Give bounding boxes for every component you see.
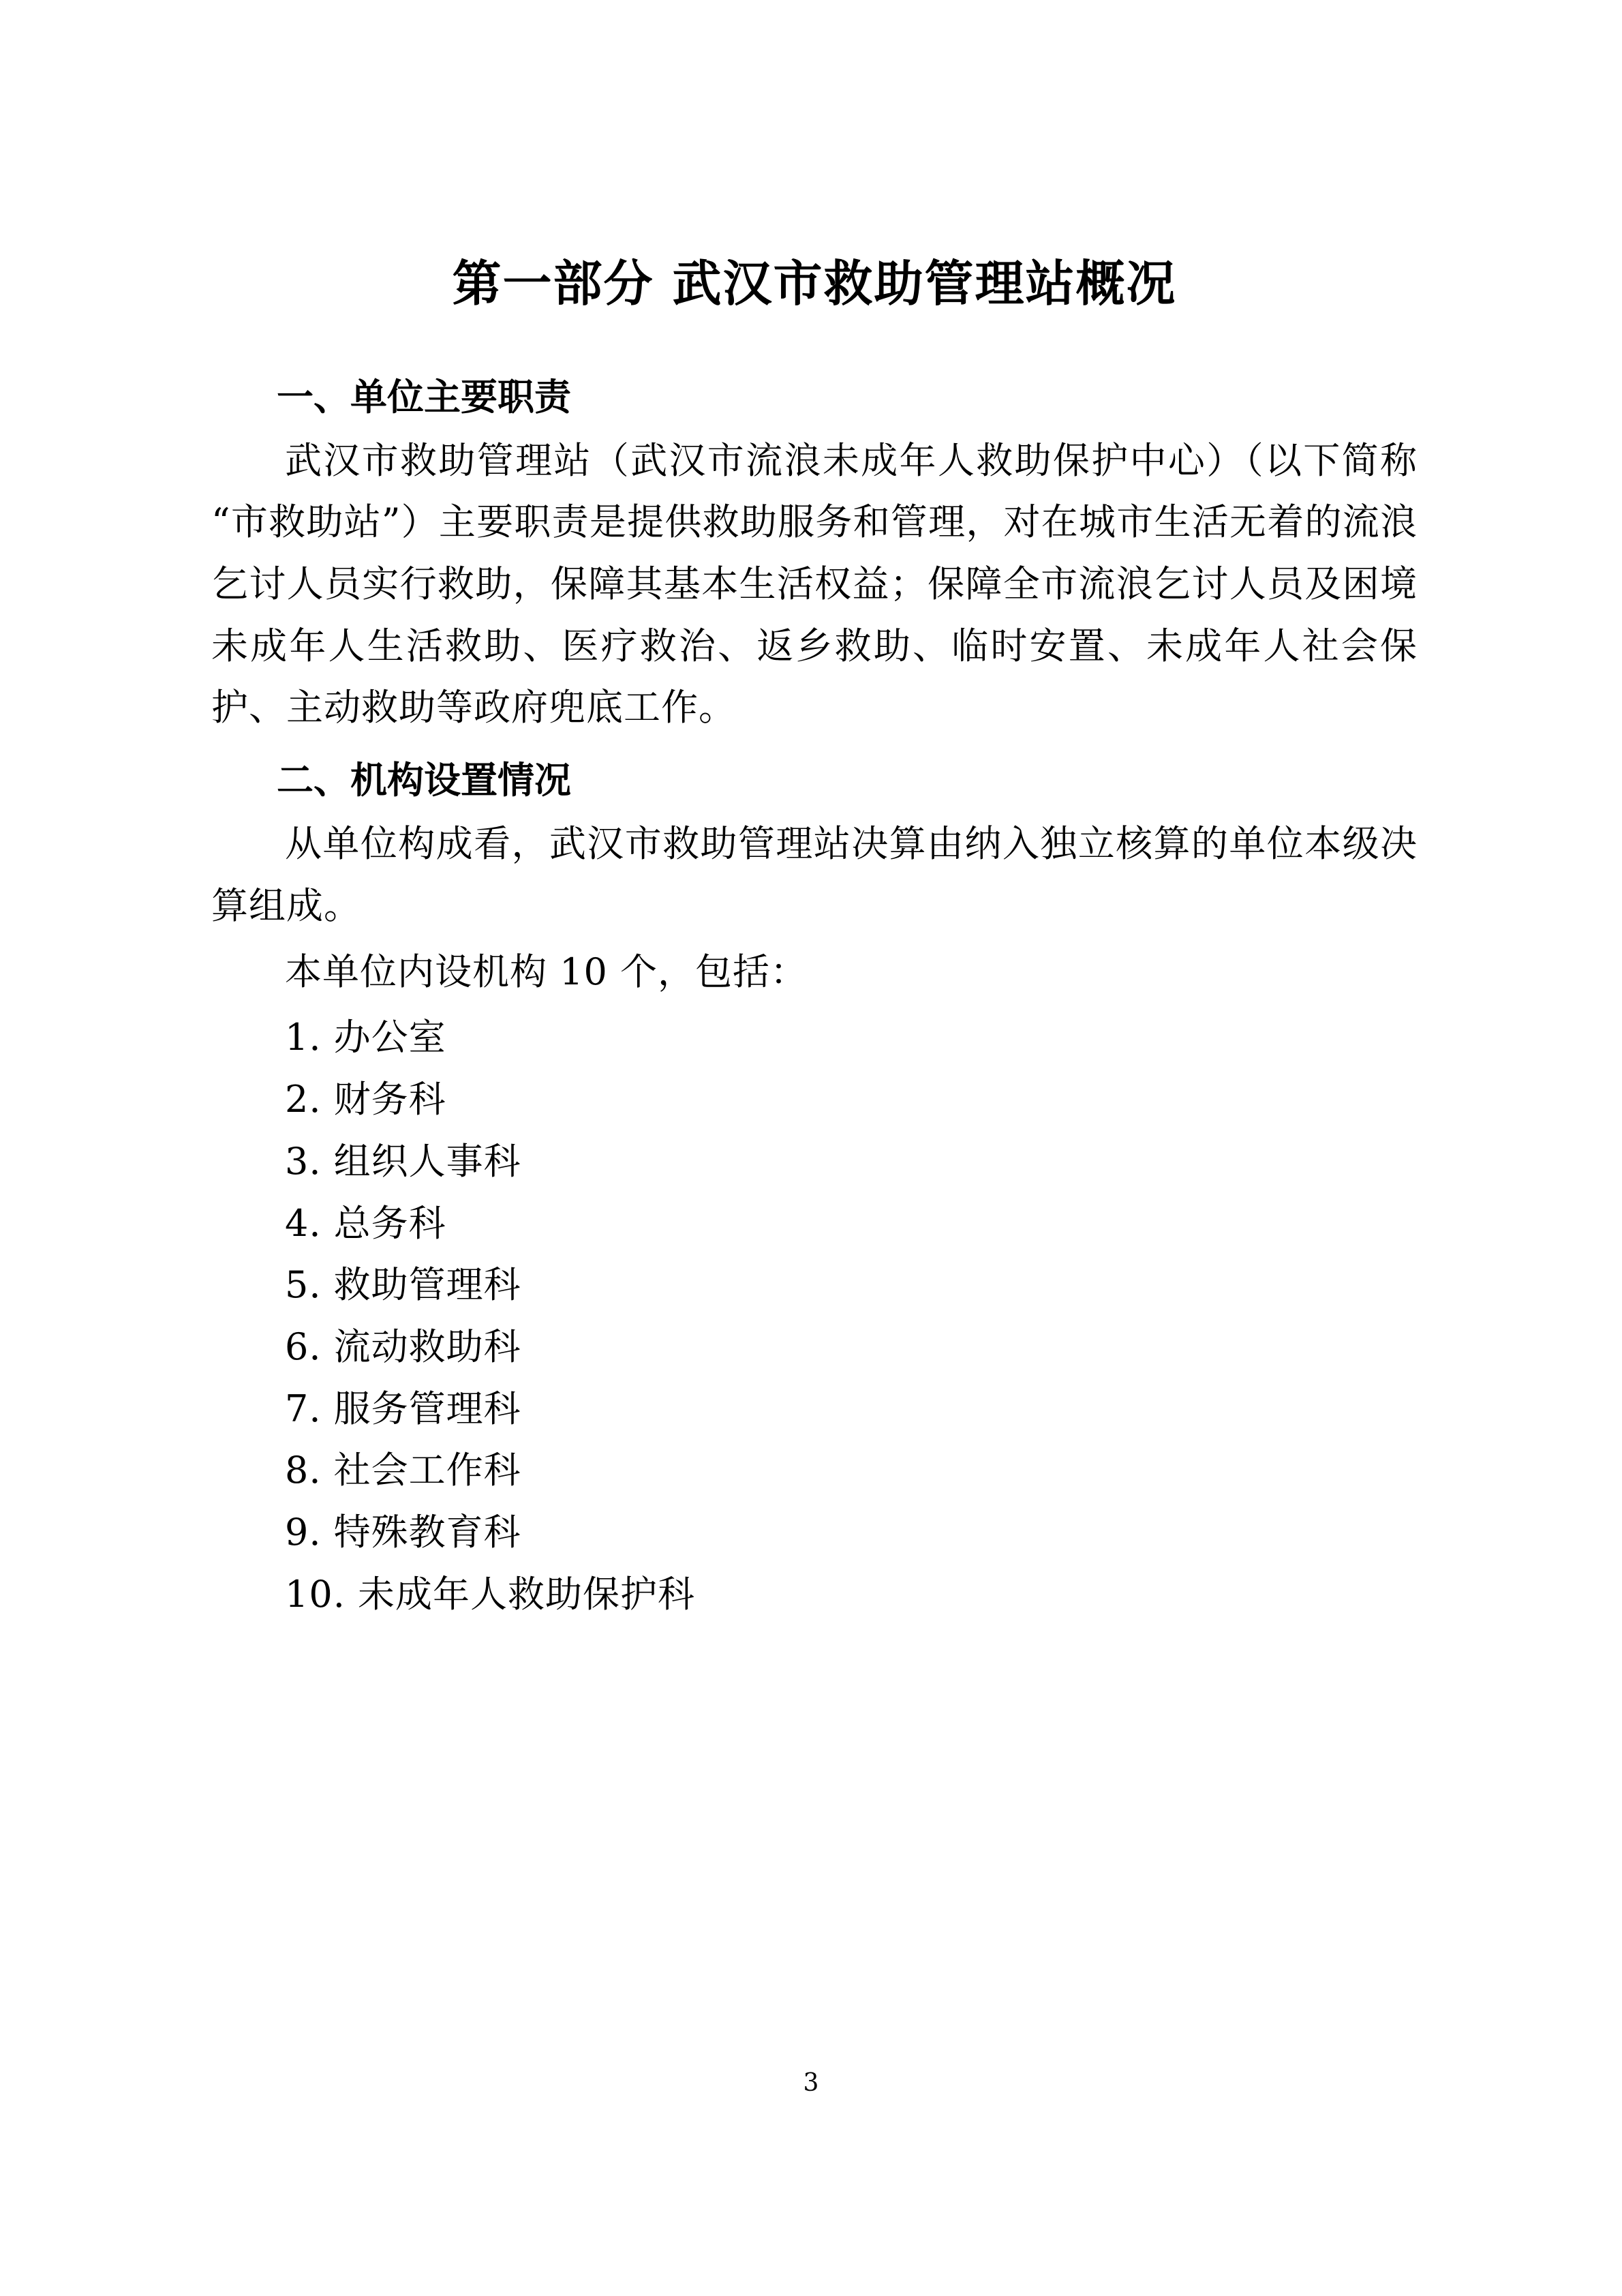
page-number: 3 — [803, 2069, 819, 2097]
list-item: 9. 特殊教育科 — [285, 1511, 521, 1554]
paragraph-internal-departments-intro: 本单位内设机构 10 个，包括： — [285, 950, 808, 993]
paragraph-organization-composition: 从单位构成看，武汉市救助管理站决算由纳入独立核算的单位本级决算组成。 — [211, 822, 1418, 927]
list-item: 10. 未成年人救助保护科 — [285, 1572, 696, 1616]
list-item: 7. 服务管理科 — [285, 1387, 521, 1430]
paragraph-responsibilities: 武汉市救助管理站（武汉市流浪未成年人救助保护中心）（以下简称“市救助站”）主要职责是提供救助服务和管理，对在城市生活无着的流浪乞讨人员实行救助，保障其基本生活权益；保障全市流浪乞讨人员及困境未成年人生活救助、医疗救治、返乡救助、临时安置、未成年人社会保护、主动救助等政府兜底工作。 — [211, 438, 1418, 729]
list-item: 8. 社会工作科 — [285, 1449, 521, 1492]
section-heading-organization: 二、机构设置情况 — [277, 759, 571, 802]
list-item: 4. 总务科 — [285, 1201, 446, 1245]
list-item: 2. 财务科 — [285, 1078, 446, 1121]
department-list — [211, 1007, 1418, 1625]
list-item: 6. 流动救助科 — [285, 1325, 521, 1368]
section-heading-responsibilities: 一、单位主要职责 — [277, 375, 571, 419]
list-item: 1. 办公室 — [285, 1016, 446, 1059]
page-content — [211, 252, 1418, 1626]
list-item: 5. 救助管理科 — [285, 1263, 521, 1307]
spacer — [211, 743, 1418, 753]
page-title: 第一部分 武汉市救助管理站概况 — [452, 255, 1177, 312]
list-item: 3. 组织人事科 — [285, 1139, 521, 1183]
